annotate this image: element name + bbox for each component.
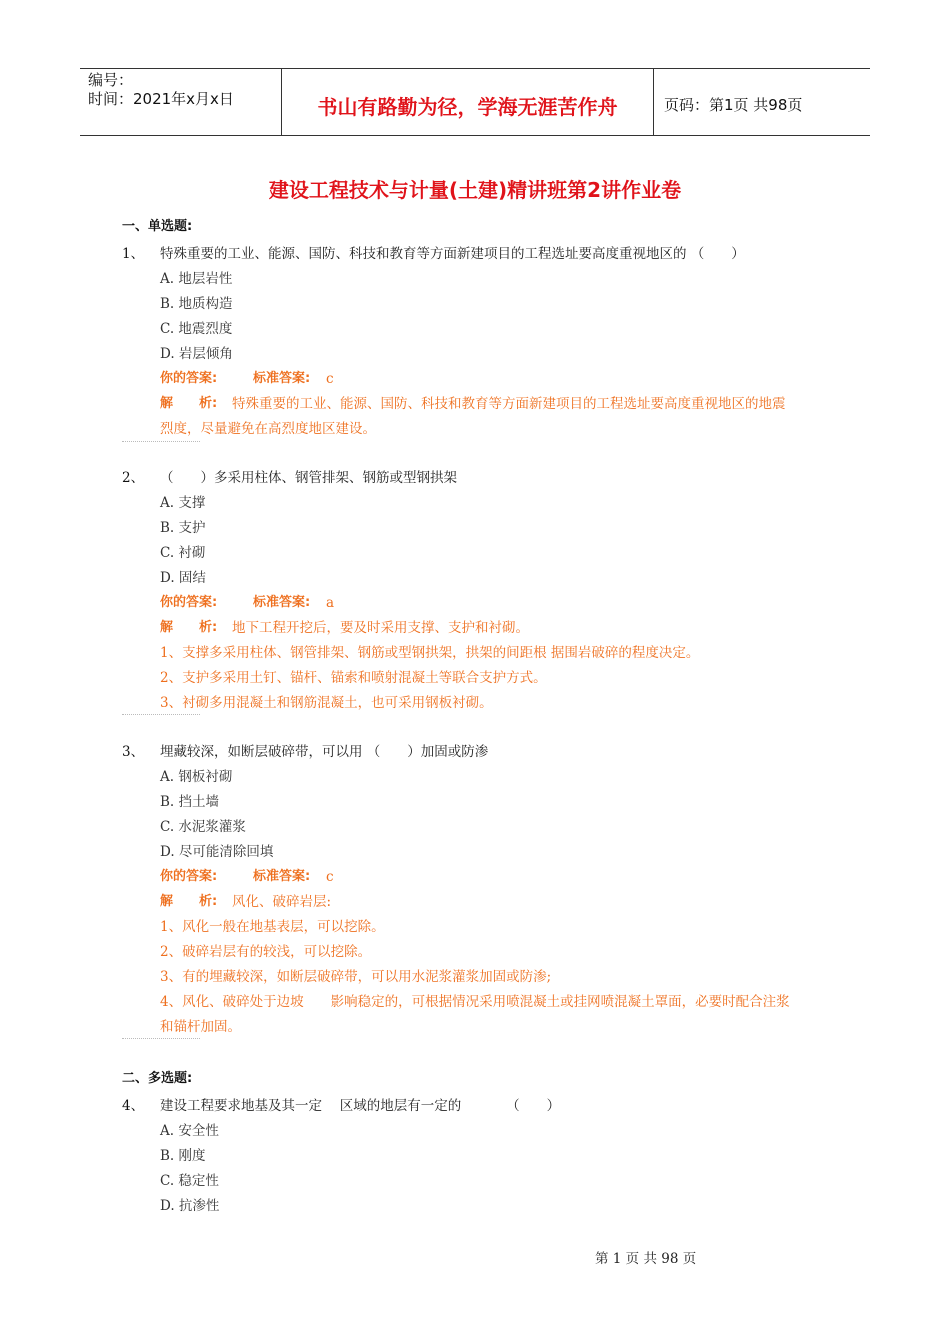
q3-standard-answer-label: 标准答案: [253, 869, 311, 884]
code-label: 编号： [88, 71, 134, 89]
section-single-heading: 一、单选题: [122, 219, 193, 234]
q2-standard-answer-label: 标准答案: [253, 595, 311, 610]
q2-analysis-label: 解 析: [160, 620, 218, 635]
q3-analysis-line-6: 和锚杆加固。 [160, 1019, 241, 1035]
q2-text: （ ）多采用柱体、钢管排架、钢筋或型钢拱架 [160, 470, 457, 486]
q4-option-c: C. 稳定性 [160, 1173, 219, 1189]
q3-your-answer-label: 你的答案: [160, 869, 218, 884]
date-label: 时间：2021年x月x日 [88, 90, 234, 108]
q1-option-b: B. 地质构造 [160, 296, 233, 312]
document-title: 建设工程技术与计量(土建)精讲班第2讲作业卷 [268, 178, 682, 202]
section-multi-heading: 二、多选题: [122, 1071, 193, 1086]
q2-option-a: A. 支撑 [160, 495, 206, 511]
q3-analysis-label: 解 析: [160, 894, 218, 909]
q2-option-d: D. 固结 [160, 570, 206, 586]
q3-standard-answer-value: c [326, 869, 334, 885]
q4-number: 4、 [122, 1098, 145, 1114]
q2-number: 2、 [122, 470, 145, 486]
q2-option-c: C. 衬砌 [160, 545, 206, 561]
q2-analysis-line-1: 地下工程开挖后，要及时采用支撑、支护和衬砌。 [232, 620, 529, 636]
q2-standard-answer-value: a [326, 595, 335, 611]
q4-option-d: D. 抗渗性 [160, 1198, 220, 1214]
q3-analysis-line-1: 风化、破碎岩层: [232, 894, 332, 910]
q3-option-d: D. 尽可能清除回填 [160, 844, 274, 860]
q3-option-b: B. 挡土墙 [160, 794, 220, 810]
q3-option-a: A. 钢板衬砌 [160, 769, 233, 785]
page-footer: 第 1 页 共 98 页 [595, 1251, 697, 1267]
q2-analysis-line-2: 1、支撑多采用柱体、钢管排架、钢筋或型钢拱架，拱架的间距根 据围岩破碎的程度决定。 [160, 645, 700, 661]
q2-option-b: B. 支护 [160, 520, 206, 536]
q1-option-c: C. 地震烈度 [160, 321, 233, 337]
q3-analysis-line-5: 4、风化、破碎处于边坡 影响稳定的，可根据情况采用喷混凝土或挂网喷混凝土罩面，必要时配合注浆 [160, 994, 790, 1010]
separator [122, 714, 200, 715]
q4-option-a: A. 安全性 [160, 1123, 219, 1139]
q2-analysis-line-4: 3、衬砌多用混凝土和钢筋混凝土，也可采用钢板衬砌。 [160, 695, 493, 711]
header-table [80, 68, 870, 136]
q1-option-d: D. 岩层倾角 [160, 346, 233, 362]
q1-your-answer-label: 你的答案: [160, 371, 218, 386]
q4-option-b: B. 刚度 [160, 1148, 206, 1164]
separator [122, 1038, 200, 1039]
q1-text: 特殊重要的工业、能源、国防、科技和教育等方面新建项目的工程选址要高度重视地区的 （ ） [160, 246, 745, 262]
q3-analysis-line-2: 1、风化一般在地基表层，可以挖除。 [160, 919, 385, 935]
header-meta [80, 69, 282, 135]
q1-option-a: A. 地层岩性 [160, 271, 233, 287]
q3-text: 埋藏较深，如断层破碎带，可以用 （ ）加固或防渗 [160, 744, 489, 760]
header-motto: 书山有路勤为径，学海无涯苦作舟 [282, 69, 654, 135]
q1-analysis-line-2: 烈度，尽量避免在高烈度地区建设。 [160, 421, 376, 437]
q3-analysis-line-3: 2、破碎岩层有的较浅，可以挖除。 [160, 944, 372, 960]
q4-text: 建设工程要求地基及其一定 区域的地层有一定的 （ ） [160, 1098, 561, 1114]
q2-analysis-line-3: 2、支护多采用土钉、锚杆、锚索和喷射混凝土等联合支护方式。 [160, 670, 547, 686]
q1-analysis-line-1: 特殊重要的工业、能源、国防、科技和教育等方面新建项目的工程选址要高度重视地区的地震 [232, 396, 786, 412]
q1-number: 1、 [122, 246, 145, 262]
header-page-info: 页码：第1页 共98页 [664, 95, 803, 114]
q1-analysis-label: 解 析: [160, 396, 218, 411]
q3-analysis-line-4: 3、有的埋藏较深，如断层破碎带，可以用水泥浆灌浆加固或防渗; [160, 969, 552, 985]
q1-standard-answer-label: 标准答案: [253, 371, 311, 386]
separator [122, 441, 200, 442]
q3-number: 3、 [122, 744, 145, 760]
q1-standard-answer-value: c [326, 371, 334, 387]
q2-your-answer-label: 你的答案: [160, 595, 218, 610]
q3-option-c: C. 水泥浆灌浆 [160, 819, 246, 835]
